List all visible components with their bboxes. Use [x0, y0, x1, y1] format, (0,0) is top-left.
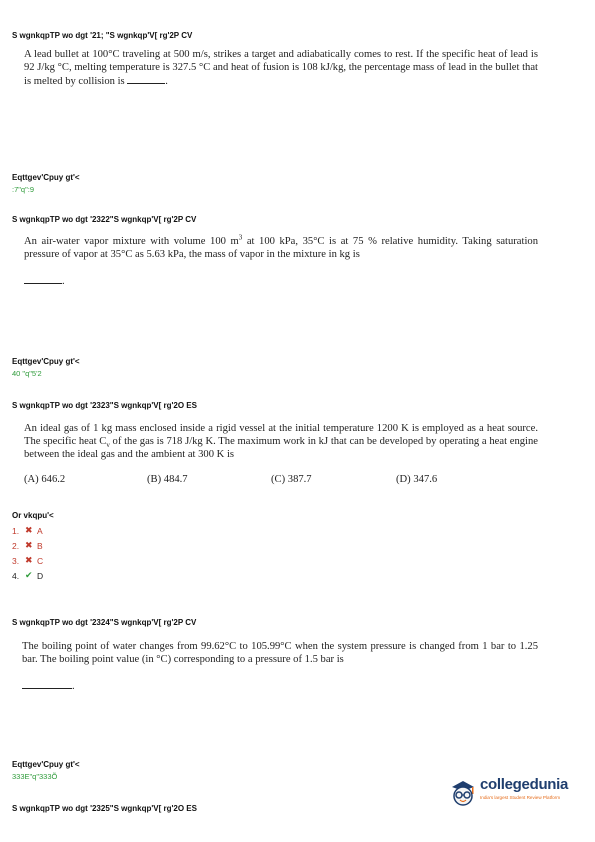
- question-4-header: S wgnkqpTP wo dgt '2324"S wgnkqp'V[ rg'2P CV: [12, 618, 197, 627]
- answer-label: Eqttgev'Cpuy gt'<: [12, 173, 80, 182]
- answer-blank: [24, 274, 62, 284]
- question-4-text: The boiling point of water changes from 99.62°C to 105.99°C when the system pressure is changed from 1 bar to 1.25 bar. The boiling point value (in °C) corresponding to a pressure of 1.5 bar is .: [22, 641, 538, 692]
- answer-label: Eqttgev'Cpuy gt'<: [12, 357, 80, 366]
- cross-icon: ✖: [25, 555, 33, 565]
- answer-value: :7"q":9: [12, 185, 35, 194]
- option-row-d: 4. ✔ D: [12, 570, 44, 581]
- option-row-b: 2. ✖ B: [12, 540, 43, 551]
- option-a: (A) 646.2: [24, 474, 66, 485]
- answer-value: 40 "q"5'2: [12, 369, 42, 378]
- question-2-text: An air-water vapor mixture with volume 100 $m^3$ at 100 kPa, 35°C is at 75 % relative humidity. Taking saturation pressure of vapor at 35°C as 5.63 kPa, the mass of vapor in the mixture in kg is .: [24, 233, 538, 287]
- collegedunia-logo: [448, 773, 588, 813]
- logo-tagline: India's largest Student Review Platform: [480, 795, 561, 800]
- options-label: Or vkqpu'<: [12, 511, 54, 520]
- logo-wordmark: collegedunia: [480, 776, 569, 793]
- question-3-header: S wgnkqpTP wo dgt '2323"S wgnkqp'V[ rg'2O ES: [12, 401, 197, 410]
- question-5-header: S wgnkqpTP wo dgt '2325"S wgnkqp'V[ rg'2O ES: [12, 804, 197, 813]
- answer-label: Eqttgev'Cpuy gt'<: [12, 760, 80, 769]
- question-1-text: A lead bullet at 100°C traveling at 500 m/s, strikes a target and adiabatically comes to rest. If the specific heat of lead is 92 J/kg °C, melting temperature is 327.5 °C and heat of fusion is 108 kJ/kg, the percentage mass of lead in the bullet that is melted by collision is .: [24, 49, 538, 87]
- answer-blank: [22, 679, 72, 689]
- mascot-icon: [448, 777, 478, 807]
- question-2-header: S wgnkqpTP wo dgt '2322"S wgnkqp'V[ rg'2P CV: [12, 215, 197, 224]
- option-row-a: 1. ✖ A: [12, 525, 43, 536]
- option-b: (B) 484.7: [147, 474, 188, 485]
- answer-value: 333E"q"333Õ: [12, 772, 58, 781]
- option-row-c: 3. ✖ C: [12, 555, 44, 566]
- cross-icon: ✖: [25, 540, 33, 550]
- check-icon: ✔: [25, 570, 33, 580]
- option-c: (C) 387.7: [271, 474, 312, 485]
- cross-icon: ✖: [25, 525, 33, 535]
- option-list: [12, 511, 54, 583]
- question-1-header: S wgnkqpTP wo dgt '21; "S wgnkqp'V[ rg'2P CV: [12, 31, 193, 40]
- question-3-text: An ideal gas of 1 kg mass enclosed inside a rigid vessel at the initial temperature 1200 K is employed as a heat source. The specific heat $C_v$ of the gas is 718 J/kg K. The maximum work in kJ that can be developed by operating a heat engine between the ideal gas and the ambient at 300 K is: [24, 423, 538, 460]
- answer-blank: [127, 74, 165, 84]
- option-d: (D) 347.6: [396, 474, 438, 485]
